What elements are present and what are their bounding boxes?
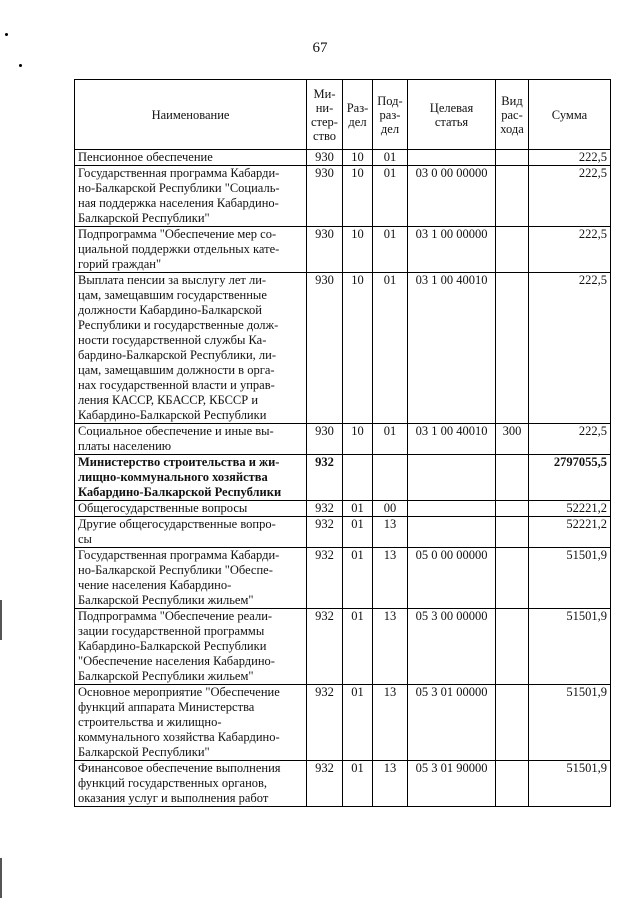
cell-expense-type [496, 609, 529, 685]
cell-ministry: 930 [307, 424, 343, 455]
cell-target: 03 0 00 00000 [408, 166, 496, 227]
cell-ministry: 932 [307, 455, 343, 501]
cell-subsection: 01 [373, 166, 408, 227]
cell-target [408, 455, 496, 501]
cell-sum: 222,5 [529, 150, 611, 166]
scan-edge-mark [0, 600, 2, 640]
cell-subsection: 13 [373, 548, 408, 609]
cell-subsection: 13 [373, 517, 408, 548]
table-row [75, 548, 611, 609]
cell-ministry: 930 [307, 227, 343, 273]
cell-ministry: 932 [307, 501, 343, 517]
cell-sum: 222,5 [529, 227, 611, 273]
cell-section: 01 [343, 548, 373, 609]
cell-target [408, 501, 496, 517]
cell-expense-type [496, 517, 529, 548]
header-expense-type: Вид рас- хода [496, 80, 529, 150]
cell-expense-type: 300 [496, 424, 529, 455]
cell-name: Подпрограмма "Обеспечение реали- зации государственной программы Кабардино-Балкарской Республики "Обеспечение населения Кабардино- Балкарской Республики жильем" [75, 609, 307, 685]
cell-section: 10 [343, 424, 373, 455]
cell-sum: 51501,9 [529, 548, 611, 609]
cell-name: Подпрограмма "Обеспечение мер со- циальной поддержки отдельных кате- горий граждан" [75, 227, 307, 273]
table-row [75, 609, 611, 685]
cell-target: 03 1 00 40010 [408, 424, 496, 455]
cell-ministry: 932 [307, 685, 343, 761]
cell-sum: 222,5 [529, 273, 611, 424]
cell-expense-type [496, 548, 529, 609]
scan-edge-mark [0, 858, 2, 898]
cell-subsection: 01 [373, 424, 408, 455]
cell-name: Государственная программа Кабарди- но-Балкарской Республики "Обеспе- чение населения Кабардино- Балкарской Республики жильем" [75, 548, 307, 609]
cell-sum: 222,5 [529, 166, 611, 227]
cell-expense-type [496, 685, 529, 761]
cell-subsection [373, 455, 408, 501]
cell-subsection: 01 [373, 273, 408, 424]
table-row [75, 227, 611, 273]
cell-expense-type [496, 166, 529, 227]
cell-name: Выплата пенсии за выслугу лет ли- цам, замещавшим государственные должности Кабардино-Балкарской Республики и государственные долж- ности государственной службы Ка- бардино-Балкарской Республики, ли- цам, замещавшим должности в орга- нах государственной власти и управ- ления КАССР, КБАССР, КБССР и Кабардино-Балкарской Республики [75, 273, 307, 424]
cell-target: 05 3 01 90000 [408, 761, 496, 807]
cell-target: 05 0 00 00000 [408, 548, 496, 609]
cell-target [408, 517, 496, 548]
cell-ministry: 930 [307, 273, 343, 424]
header-section: Раз- дел [343, 80, 373, 150]
cell-target: 05 3 01 00000 [408, 685, 496, 761]
cell-subsection: 13 [373, 609, 408, 685]
cell-expense-type [496, 761, 529, 807]
cell-subsection: 13 [373, 685, 408, 761]
table-row [75, 455, 611, 501]
header-name: Наименование [75, 80, 307, 150]
table-row [75, 424, 611, 455]
scan-speck [5, 33, 8, 36]
cell-expense-type [496, 150, 529, 166]
table-row [75, 761, 611, 807]
cell-expense-type [496, 273, 529, 424]
cell-ministry: 930 [307, 166, 343, 227]
cell-section: 10 [343, 273, 373, 424]
cell-section: 10 [343, 166, 373, 227]
cell-section: 01 [343, 501, 373, 517]
table-row [75, 685, 611, 761]
cell-name: Государственная программа Кабарди- но-Балкарской Республики "Социаль- ная поддержка населения Кабардино- Балкарской Республики" [75, 166, 307, 227]
cell-section: 01 [343, 685, 373, 761]
cell-section: 01 [343, 761, 373, 807]
page-number: 67 [312, 40, 328, 56]
cell-sum: 2797055,5 [529, 455, 611, 501]
cell-section: 01 [343, 609, 373, 685]
cell-name: Министерство строительства и жи- лищно-коммунального хозяйства Кабардино-Балкарской Республики [75, 455, 307, 501]
cell-target [408, 150, 496, 166]
cell-sum: 222,5 [529, 424, 611, 455]
table-row [75, 273, 611, 424]
cell-ministry: 932 [307, 548, 343, 609]
header-subsection: Под- раз- дел [373, 80, 408, 150]
budget-table [74, 79, 611, 807]
table-row [75, 166, 611, 227]
cell-section: 01 [343, 517, 373, 548]
cell-section [343, 455, 373, 501]
cell-name: Социальное обеспечение и иные вы- платы населению [75, 424, 307, 455]
cell-name: Общегосударственные вопросы [75, 501, 307, 517]
cell-subsection: 00 [373, 501, 408, 517]
table-row [75, 501, 611, 517]
cell-name: Пенсионное обеспечение [75, 150, 307, 166]
header-sum: Сумма [529, 80, 611, 150]
cell-section: 10 [343, 150, 373, 166]
cell-target: 03 1 00 00000 [408, 227, 496, 273]
cell-target: 05 3 00 00000 [408, 609, 496, 685]
header-row [75, 80, 611, 150]
cell-name: Основное мероприятие "Обеспечение функций аппарата Министерства строительства и жилищно- коммунального хозяйства Кабардино- Балкарской Республики" [75, 685, 307, 761]
header-ministry: Ми- ни- стер- ство [307, 80, 343, 150]
cell-ministry: 932 [307, 609, 343, 685]
scan-speck [19, 64, 22, 67]
cell-name: Финансовое обеспечение выполнения функций государственных органов, оказания услуг и выполнения работ [75, 761, 307, 807]
cell-sum: 51501,9 [529, 761, 611, 807]
cell-sum: 52221,2 [529, 501, 611, 517]
cell-sum: 51501,9 [529, 685, 611, 761]
cell-expense-type [496, 227, 529, 273]
cell-section: 10 [343, 227, 373, 273]
table-row [75, 150, 611, 166]
cell-subsection: 01 [373, 150, 408, 166]
cell-ministry: 932 [307, 761, 343, 807]
cell-sum: 51501,9 [529, 609, 611, 685]
cell-name: Другие общегосударственные вопро- сы [75, 517, 307, 548]
cell-expense-type [496, 501, 529, 517]
header-target: Целевая статья [408, 80, 496, 150]
table-row [75, 517, 611, 548]
cell-subsection: 13 [373, 761, 408, 807]
cell-sum: 52221,2 [529, 517, 611, 548]
cell-ministry: 932 [307, 517, 343, 548]
cell-subsection: 01 [373, 227, 408, 273]
cell-expense-type [496, 455, 529, 501]
cell-ministry: 930 [307, 150, 343, 166]
cell-target: 03 1 00 40010 [408, 273, 496, 424]
